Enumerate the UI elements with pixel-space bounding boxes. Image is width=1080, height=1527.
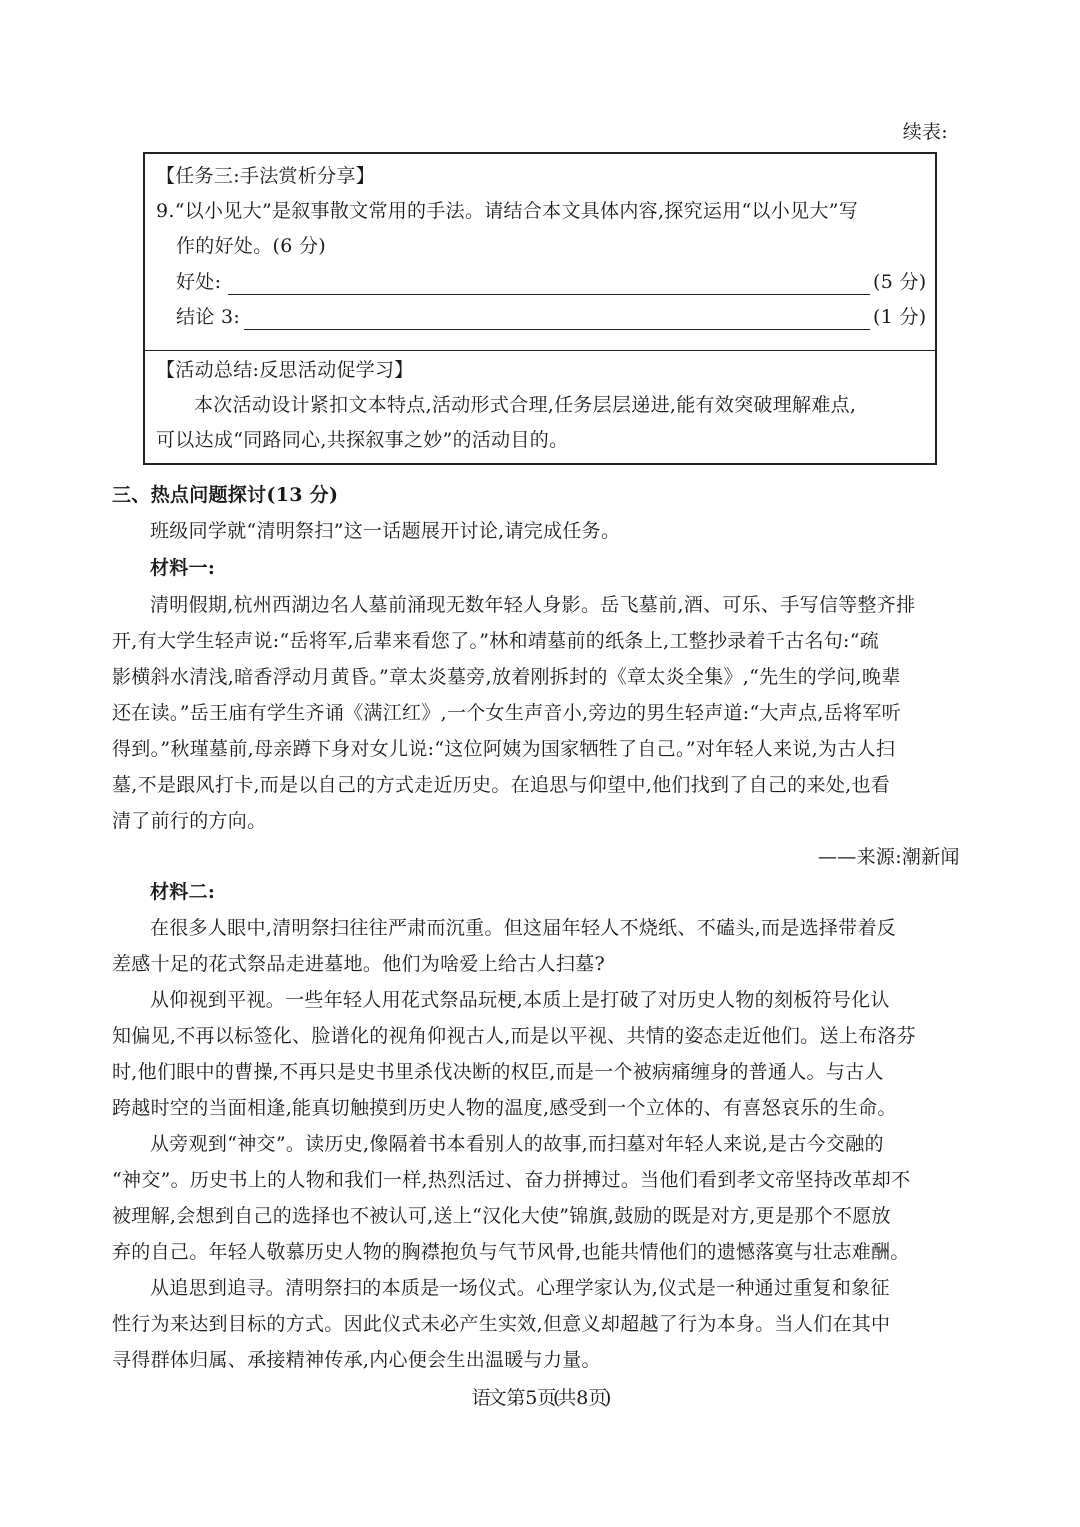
material-1-line: 清了前行的方向。	[112, 810, 267, 832]
summary-title: 【活动总结:反思活动促学习】	[156, 359, 414, 381]
material-2-line: 弃的自己。年轻人敬慕历史人物的胸襟抱负与气节风骨,也能共情他们的遗憾落寞与壮志难酬。	[112, 1241, 910, 1263]
material-2-title: 材料二:	[150, 881, 216, 903]
material-2-line: 在很多人眼中,清明祭扫往往严肃而沉重。但这届年轻人不烧纸、不磕头,而是选择带着反	[150, 917, 897, 939]
table-divider	[145, 350, 935, 351]
conclusion-points: (1 分)	[873, 306, 927, 328]
page-footer: 语文 第 5 页(共 8 页)	[471, 1387, 609, 1409]
section-3-heading: 三、热点问题探讨(13 分)	[112, 484, 339, 506]
material-1-line: 墓,不是跟风打卡,而是以自己的方式走近历史。在追思与仰望中,他们找到了自己的来处,也看	[112, 774, 891, 796]
material-2-line: 寻得群体归属、承接精神传承,内心便会生出温暖与力量。	[112, 1349, 601, 1371]
material-2-line: 知偏见,不再以标签化、脸谱化的视角仰视古人,而是以平视、共情的姿态走近他们。送上布洛芬	[112, 1025, 916, 1047]
continued-table-label: 续表:	[902, 121, 948, 143]
question-9-line-2: 作的好处。(6 分)	[176, 235, 326, 257]
material-2-line: 从仰视到平视。一些年轻人用花式祭品玩梗,本质上是打破了对历史人物的刻板符号化认	[150, 989, 890, 1011]
material-1-title: 材料一:	[150, 557, 216, 579]
material-2-line: 跨越时空的当面相逢,能真切触摸到历史人物的温度,感受到一个立体的、有喜怒哀乐的生命。	[112, 1097, 897, 1119]
material-1-line: 清明假期,杭州西湖边名人墓前涌现无数年轻人身影。岳飞墓前,酒、可乐、手写信等整齐排	[150, 594, 916, 616]
material-2-line: 时,他们眼中的曹操,不再只是史书里杀伐决断的权臣,而是一个被病痛缠身的普通人。与古人	[112, 1061, 884, 1083]
summary-line-2: 可以达成“同路同心,共探叙事之妙”的活动目的。	[156, 429, 569, 451]
material-2-line: 从追思到追寻。清明祭扫的本质是一场仪式。心理学家认为,仪式是一种通过重复和象征	[150, 1277, 890, 1299]
task3-title: 【任务三:手法赏析分享】	[156, 165, 376, 187]
material-1-line: 开,有大学生轻声说:“岳将军,后辈来看您了。”林和靖墓前的纸条上,工整抄录着千古名句:“疏	[112, 630, 880, 652]
conclusion-answer-line[interactable]	[244, 329, 870, 330]
material-2-line: 从旁观到“神交”。读历史,像隔着书本看别人的故事,而扫墓对年轻人来说,是古今交融的	[150, 1133, 884, 1155]
material-2-line: “神交”。历史书上的人物和我们一样,热烈活过、奋力拼搏过。当他们看到孝文帝坚持改革却不	[112, 1169, 911, 1191]
material-2-line: 性行为来达到目标的方式。因此仪式未必产生实效,但意义却超越了行为本身。当人们在其中	[112, 1313, 891, 1335]
material-1-source: ——来源:潮新闻	[818, 846, 960, 868]
question-9-line-1: 9.“以小见大”是叙事散文常用的手法。请结合本文具体内容,探究运用“以小见大”写	[156, 200, 859, 222]
section-3-intro: 班级同学就“清明祭扫”这一话题展开讨论,请完成任务。	[150, 520, 621, 542]
benefit-points: (5 分)	[873, 271, 927, 293]
material-1-line: 还在读。”岳王庙有学生齐诵《满江红》,一个女生声音小,旁边的男生轻声道:“大声点,岳将军听	[112, 702, 901, 724]
material-1-line: 影横斜水清浅,暗香浮动月黄昏。”章太炎墓旁,放着刚拆封的《章太炎全集》,“先生的学问,晚辈	[112, 666, 901, 688]
benefit-label: 好处:	[176, 271, 222, 293]
conclusion-label: 结论 3:	[176, 306, 241, 328]
summary-line-1: 本次活动设计紧扣文本特点,活动形式合理,任务层层递进,能有效突破理解难点,	[194, 394, 857, 416]
material-2-line: 被理解,会想到自己的选择也不被认可,送上“汉化大使”锦旗,鼓励的既是对方,更是那个不愿放	[112, 1205, 891, 1227]
material-1-line: 得到。”秋瑾墓前,母亲蹲下身对女儿说:“这位阿姨为国家牺牲了自己。”对年轻人来说,为古人扫	[112, 738, 896, 760]
benefit-answer-line[interactable]	[228, 294, 870, 295]
material-2-line: 差感十足的花式祭品走进墓地。他们为啥爱上给古人扫墓?	[112, 953, 605, 975]
